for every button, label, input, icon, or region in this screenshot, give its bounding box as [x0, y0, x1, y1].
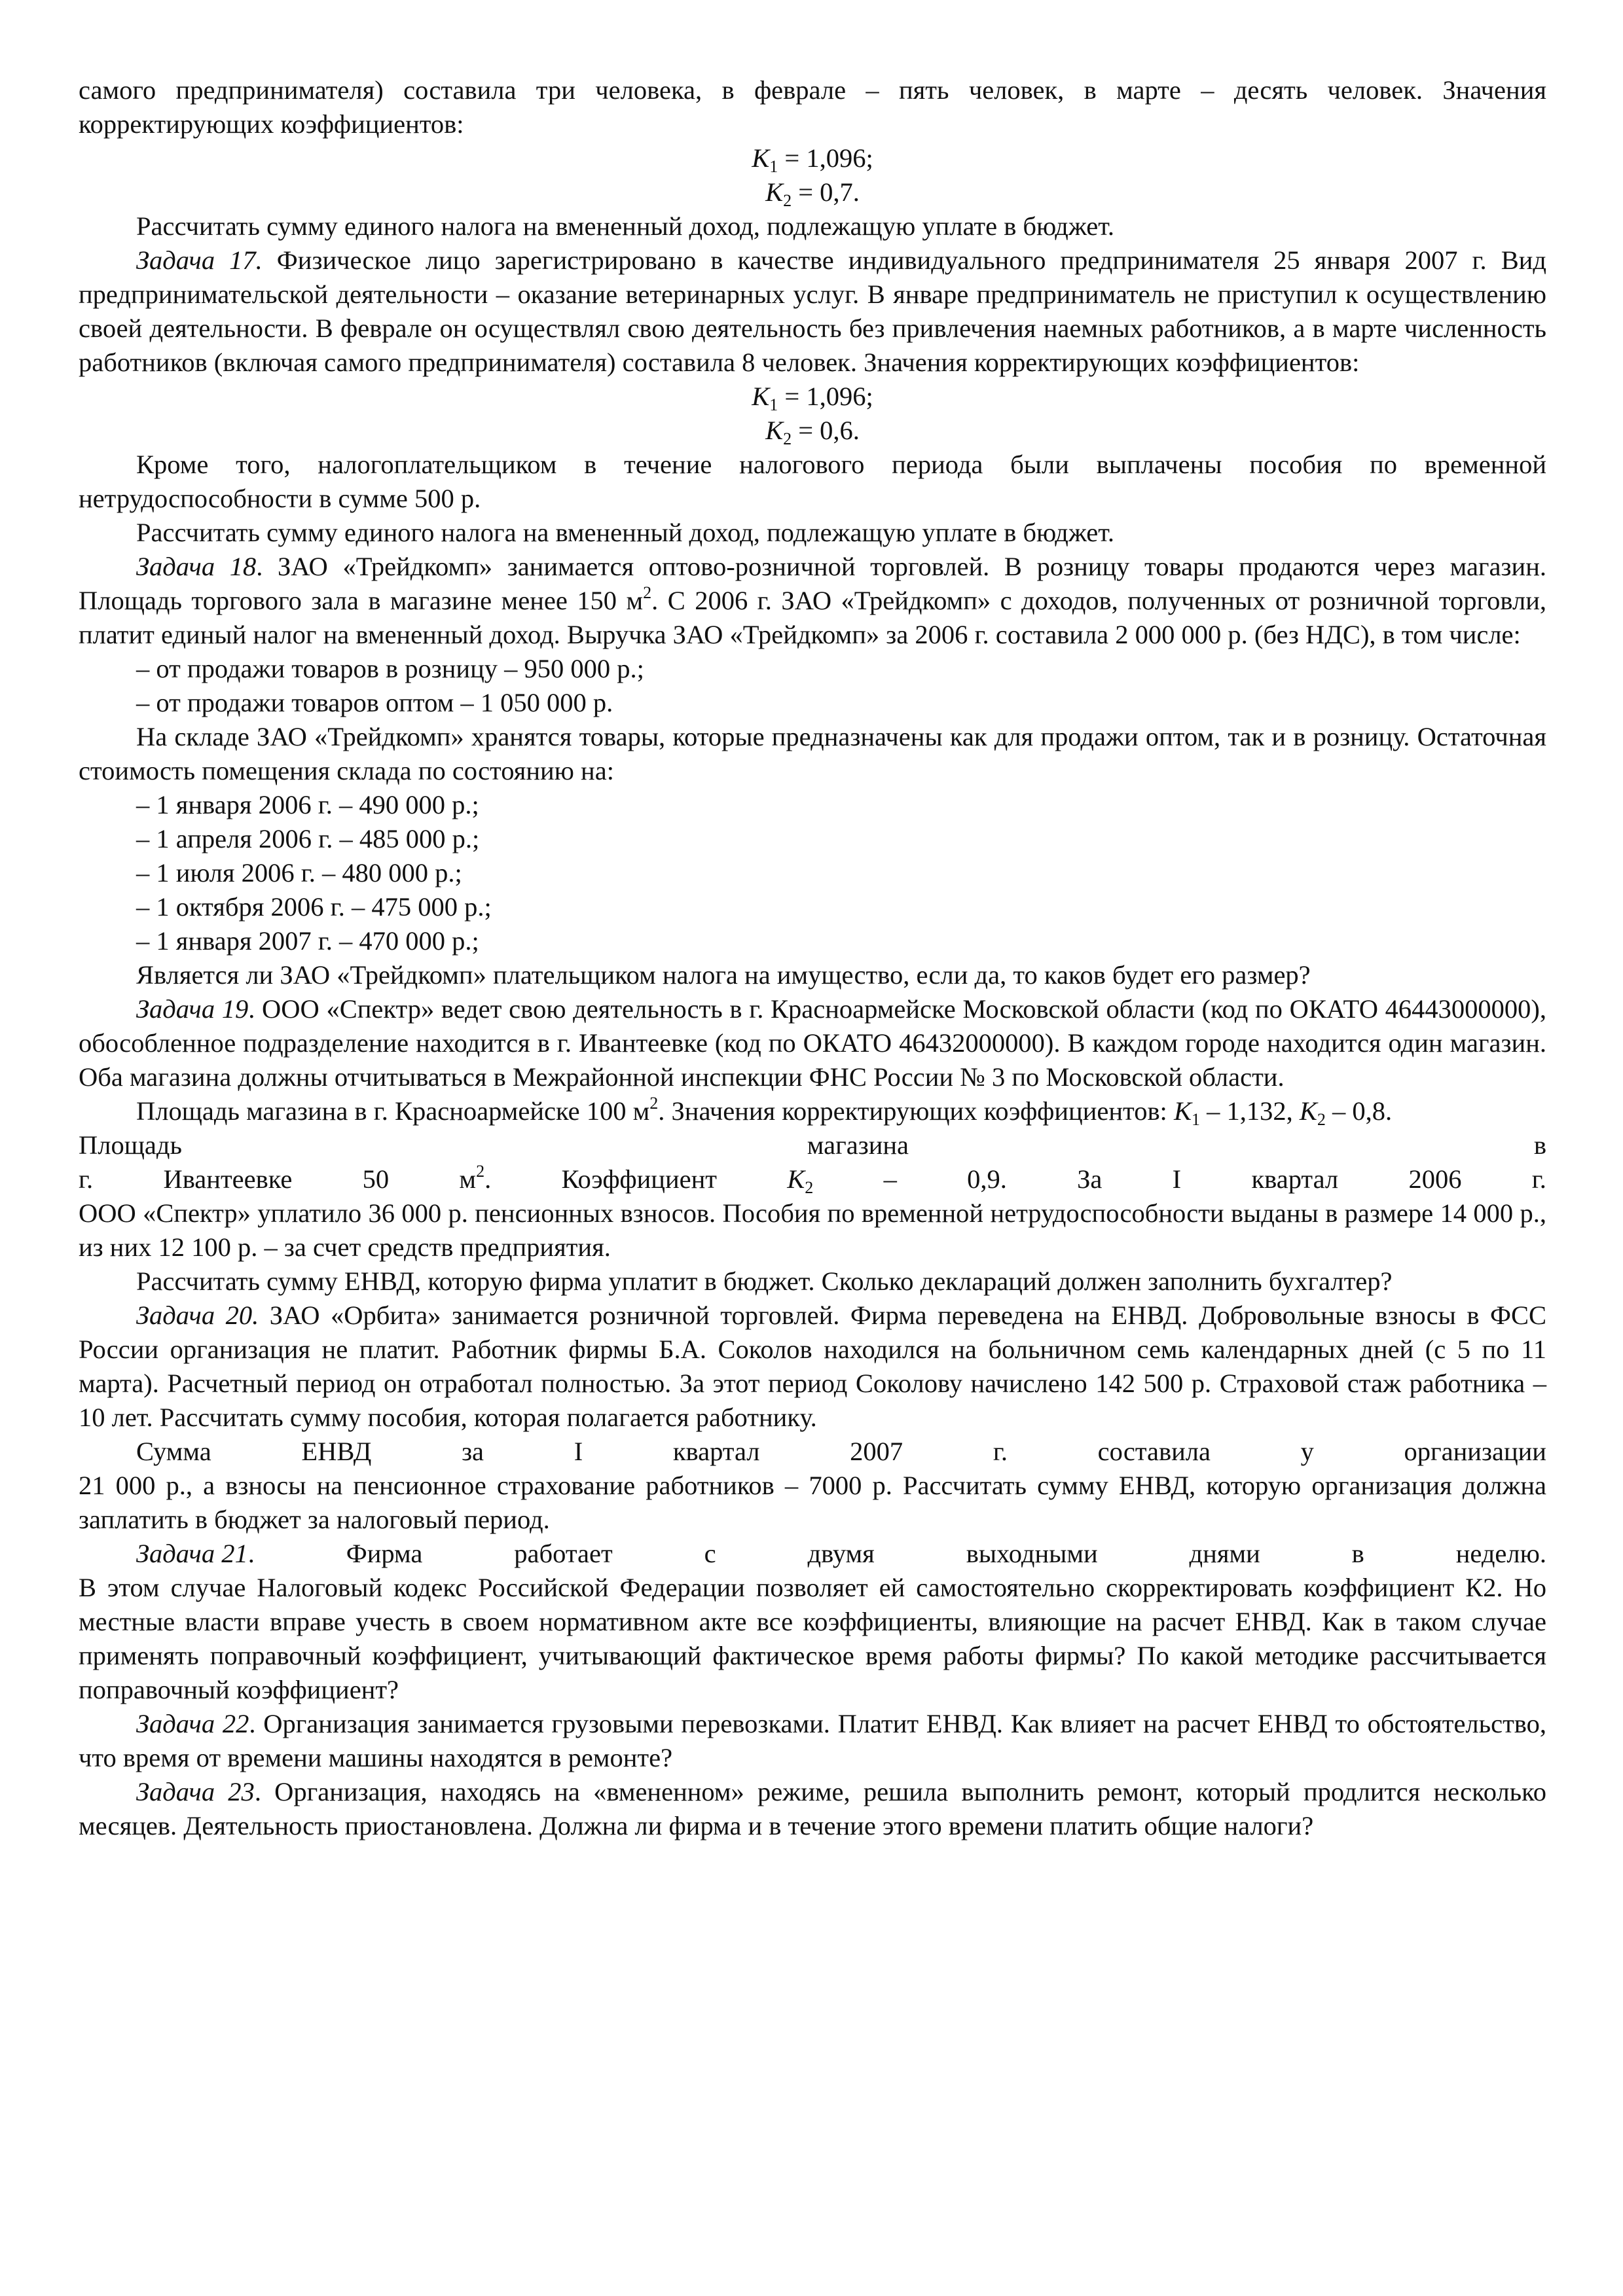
paragraph: ООО «Спектр» уплатило 36 000 р. пенсионных взносов. Пособия по временной нетрудоспособности выданы в размере 14 000 р., из них 12 100 р. – за счет средств предприятия.: [79, 1198, 1546, 1262]
task-23: Задача 23. Организация, находясь на «вмененном» режиме, решила выполнить ремонт, который продлится несколько месяцев. Деятельность приостановлена. Должна ли фирма и в течение этого времени платить общие налоги?: [79, 1777, 1546, 1840]
spread-line: Площадь магазина в: [79, 1130, 1546, 1160]
task-label: Задача 22: [136, 1709, 249, 1738]
formula-k1: $K_1 = 1,096$;: [752, 382, 873, 414]
paragraph: В этом случае Налоговый кодекс Российской Федерации позволяет ей самостоятельно скорректировать коэффициент К2. Но местные власти вправе учесть в своем нормативном акте все коэффициенты, влияющие на расчет ЕНВД. Как в таком случае применять поправочный коэффициент, учитывающий фактическое время работы фирмы? По какой методике рассчитывается поправочный коэффициент?: [79, 1573, 1546, 1704]
task-label: Задача 19: [136, 994, 249, 1024]
question: Является ли ЗАО «Трейдкомп» плательщиком налога на имущество, если да, то каков будет его размер?: [136, 960, 1311, 990]
task-label: Задача 21: [136, 1539, 248, 1568]
task-label: Задача 20.: [136, 1300, 259, 1330]
task-label: Задача 17.: [136, 245, 263, 275]
task-20: Задача 20. ЗАО «Орбита» занимается розничной торговлей. Фирма переведена на ЕНВД. Добровольные взносы в ФСС России организация не платит. Работник фирмы Б.А. Соколов находился на больничном семь календарных дней (с 5 по 11 марта). Расчетный период он отработал полностью. За этот период Соколову начислено 142 500 р. Страховой стаж работника – 10 лет. Рассчитать сумму пособия, которая полагается работнику.: [79, 1300, 1546, 1432]
list-item: – 1 июля 2006 г. – 480 000 р.;: [136, 858, 462, 888]
question: Рассчитать сумму ЕНВД, которую фирма уплатит в бюджет. Сколько деклараций должен заполнить бухгалтер?: [136, 1266, 1393, 1296]
task-22: Задача 22. Организация занимается грузовыми перевозками. Платит ЕНВД. Как влияет на расчет ЕНВД то обстоятельство, что время от времени машины находятся в ремонте?: [79, 1709, 1547, 1772]
paragraph: Кроме того, налогоплательщиком в течение налогового периода были выплачены пособия по временной нетрудоспособности в сумме 500 р.: [79, 450, 1546, 513]
task-21: Задача 21. Фирма работает с двумя выходными днями в неделю.: [136, 1539, 1546, 1568]
task-19: Задача 19. ООО «Спектр» ведет свою деятельность в г. Красноармейске Московской области (код по ОКАТО 46443000000), обособленное подразделение находится в г. Ивантеевке (код по ОКАТО 46432000000). В каждом городе находится один магазин. Оба магазина должны отчитываться в Межрайонной инспекции ФНС России № 3 по Московской области.: [79, 994, 1547, 1092]
formula-k2: $K_2 = 0,6$.: [765, 416, 860, 448]
list-item: – от продажи товаров оптом – 1 050 000 р.: [136, 688, 613, 717]
formula-k1: $K_1 = 1,096$;: [752, 143, 873, 176]
list-item: – 1 января 2006 г. – 490 000 р.;: [136, 790, 479, 819]
task-label: Задача 18: [136, 552, 257, 581]
task-17: Задача 17. Физическое лицо зарегистрировано в качестве индивидуального предпринимателя 25 января 2007 г. Вид предпринимательской деятельности – оказание ветеринарных услуг. В январе предприниматель не приступил к осуществлению своей деятельности. В феврале он осуществлял свою деятельность без привлечения наемных работников, а в марте численность работников (включая самого предпринимателя) составила 8 человек. Значения корректирующих коэффициентов:: [79, 245, 1546, 377]
list-item: – 1 октября 2006 г. – 475 000 р.;: [136, 892, 492, 922]
spread-line: Сумма ЕНВД за I квартал 2007 г. составила у организации: [136, 1437, 1546, 1466]
paragraph: Рассчитать сумму единого налога на вмененный доход, подлежащую уплате в бюджет.: [136, 518, 1115, 547]
paragraph: На складе ЗАО «Трейдкомп» хранятся товары, которые предназначены как для продажи оптом, так и в розницу. Остаточная стоимость помещения склада по состоянию на:: [79, 722, 1546, 785]
list-item: – 1 января 2007 г. – 470 000 р.;: [136, 926, 479, 956]
paragraph: Площадь магазина в г. Красноармейске 100 $м^2$. Значения корректирующих коэффициентов: $K_1 - 1,132$, $K_2 - 0,8$.: [136, 1094, 1393, 1129]
task-18: Задача 18. ЗАО «Трейдкомп» занимается оптово-розничной торговлей. В розницу товары продаются через магазин. Площадь торгового зала в магазине менее 150 $м^2$. С 2006 г. ЗАО «Трейдкомп» с доходов, полученных от розничной торговли, платит единый налог на вмененный доход. Выручка ЗАО «Трейдкомп» за 2006 г. составила 2 000 000 р. (без НДС), в том числе:: [79, 552, 1546, 649]
spread-line: г. Ивантеевке 50 $м^2$. Коэффициент $K_2$ – 0,9. За I квартал 2006 г.: [79, 1162, 1546, 1197]
paragraph: 21 000 р., а взносы на пенсионное страхование работников – 7000 р. Рассчитать сумму ЕНВД, которую организация должна заплатить в бюджет за налоговый период.: [79, 1471, 1546, 1534]
paragraph: самого предпринимателя) составила три человека, в феврале – пять человек, в марте – десять человек. Значения корректирующих коэффициентов:: [79, 75, 1546, 139]
formula-k2: $K_2 = 0,7$.: [765, 177, 860, 210]
document-page: [79, 73, 1546, 1843]
task-label: Задача 23: [136, 1777, 255, 1806]
list-item: – от продажи товаров в розницу – 950 000 р.;: [136, 654, 644, 683]
paragraph: Рассчитать сумму единого налога на вмененный доход, подлежащую уплате в бюджет.: [136, 211, 1115, 241]
list-item: – 1 апреля 2006 г. – 485 000 р.;: [136, 824, 480, 853]
